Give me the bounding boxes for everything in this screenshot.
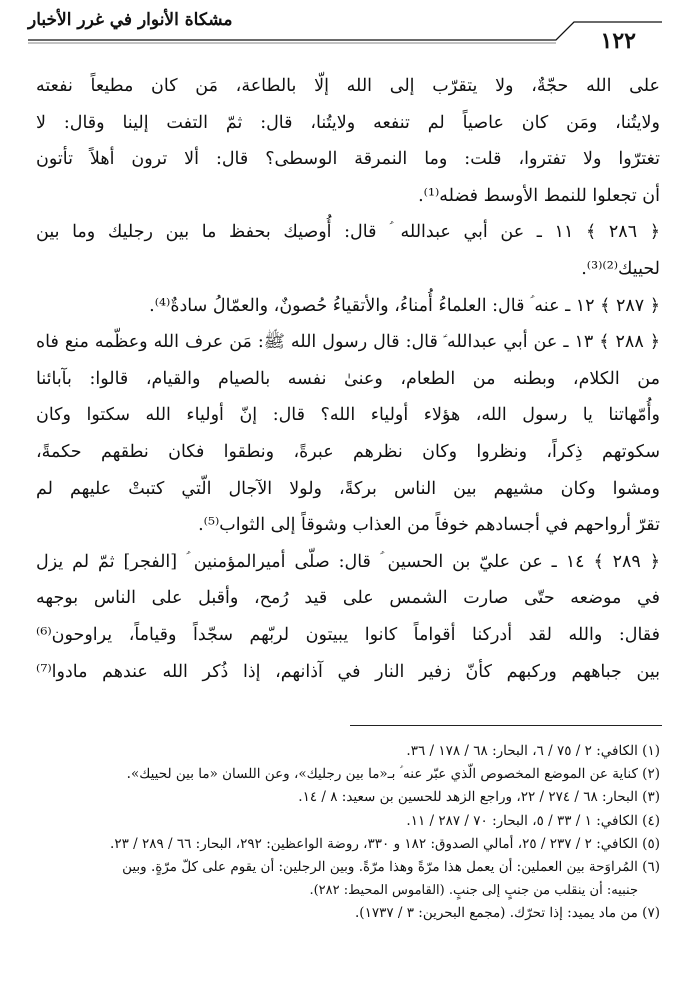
hadith-286-line: ﴿ ٢٨٦ ﴾ ١١ ـ عن أبي عبدالله ؑ قال: أُوصيك بحفظ ما بين رجليك وما بين [36,222,660,243]
text-line: تقرّ أرواحهم في أجسادهم خوفاً من العذاب وشوقاً إلى الثواب⁽⁵⁾. [198,515,660,536]
header-title: مشكاة الأنوار في غرر الأخبار [28,10,233,30]
text-line: سكوتهم ذِكراً، ونظروا وكان نظرهم عبرةً، ونطقوا فكان نطقهم حكمةً، [36,441,660,462]
text-line: على الله حجّةٌ، ولا يتقرّب إلى الله إلّا بالطاعة، مَن كان مطيعاً نفعته [36,76,660,96]
text-line: أن تجعلوا للنمط الأوسط فضله⁽¹⁾. [418,185,660,206]
page-number: ١٢٢ [600,28,636,54]
footnote-4: (٤) الكافي: ١ / ٣٣ / ٥، البحار: ٧٠ / ٢٨٧ / ١١. [406,812,660,829]
text-line: وأُمّهاتنا يا رسول الله، هؤلاء أولياء الله؟ قال: إنّ أولياء الله سكتوا وكان [36,405,660,426]
footnote-2: (٢) كناية عن الموضع المخصوص الّذي عبّر عنه ؑ بـ«ما بين رجليك»، وعن اللسان «ما بين لحييك». [126,766,660,783]
text-line: بين جباههم وركبهم كأنّ زفير النار في آذانهم، إذا ذُكر الله عندهم مادوا⁽⁷⁾ [36,661,660,682]
text-line: فقال: والله لقد أدركنا أقواماً كانوا يبيتون لربّهم سجّداً وقياماً، يراوحون⁽⁶⁾ [36,624,660,645]
footnote-1: (١) الكافي: ٢ / ٧٥ / ٦، البحار: ٦٨ / ١٧٨ / ٣٦. [406,743,660,759]
text-line: ولايتُنا، ومَن كان عاصياً لم تنفعه ولايتُنا، قال: ثمّ التفت إلينا وقال: لا [36,112,660,133]
hadith-289-line: ﴿ ٢٨٩ ﴾ ١٤ ـ عن عليّ بن الحسين ؑ قال: صلّى أميرالمؤمنين ؑ [الفجر] ثمّ لم يزل [36,551,660,572]
footnote-3: (٣) البحار: ٦٨ / ٢٧٤ / ٢٢، وراجع الزهد للحسين بن سعيد: ٨ / ١٤. [298,789,660,806]
main-text [36,68,660,690]
hadith-287-line: ﴿ ٢٨٧ ﴾ ١٢ ـ عنه ؑ قال: العلماءُ أُمناءُ، والأتقياءُ حُصونٌ، والعمّالُ سادةٌ⁽⁴⁾. [149,295,660,316]
footnotes [36,740,660,926]
footnote-6: (٦) المُراوَحة بين العملين: أن يعمل هذا مرّةً وهذا مرّةً. وبين الرجلين: أن يقوم على كلّ مرّةٍ. وبين [122,858,660,875]
footnote-5: (٥) الكافي: ٢ / ٢٣٧ / ٢٥، أمالي الصدوق: ١٨٢ و ٣٣٠، روضة الواعظين: ٢٩٢، البحار: ٦٦ / ٢٨٩ / ٢٣. [110,835,660,852]
text-line: تغترّوا ولا تفتروا، قلت: وما النمرقة الوسطى؟ قال: ألا ترون أهلاً تأتون [36,149,660,170]
hadith-288-line: ﴿ ٢٨٨ ﴾ ١٣ ـ عن أبي عبدالله ؑ قال: قال رسول الله ﷺ: مَن عرف الله وعظّمه منع فاه [36,332,660,353]
footnote-7: (٧) من ماد يميد: إذا تحرّك. (مجمع البحرين: ٣ / ١٧٣٧). [355,905,660,922]
footnote-separator [350,725,662,726]
footnote-6-continued: جنبيه: أن ينقلب من جنبٍ إلى جنبٍ. (القاموس المحيط: ٢٨٢). [309,883,638,899]
text-line: من الكلام، وبطنه من الطعام، وعنىٰ نفسه بالصيام والقيام، قالوا: بآبائنا [36,368,660,389]
running-header [0,0,694,62]
text-line: لحييك⁽²⁾⁽³⁾. [581,258,660,279]
text-line: ومشوا وكان مشيهم بين الناس بركةً، ولولا الآجال الّتي كتبتْ عليهم لم [36,478,660,499]
text-line: في موضعه حتّى صارت الشمس على قيد رُمح، وأقبل على الناس بوجهه [36,588,660,609]
